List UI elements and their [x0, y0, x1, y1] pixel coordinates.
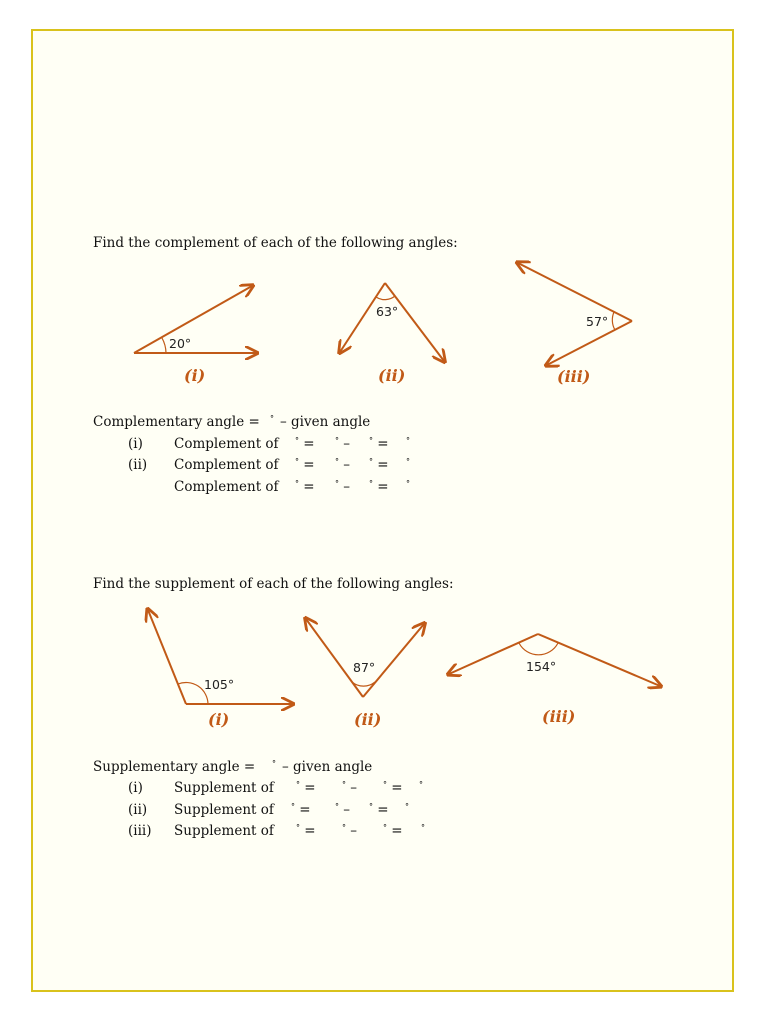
complement-formula-rest: – given angle: [280, 414, 371, 430]
ray: [134, 286, 252, 353]
angle-arc: [612, 312, 615, 330]
ray: [385, 283, 444, 361]
complement-row-1-text: Complement of: [174, 436, 279, 452]
figure-numeral: (i): [208, 710, 230, 729]
complement-row-1-num: (i): [128, 436, 143, 452]
angle-label: 105°: [204, 677, 235, 692]
complement-row-1-minus: ° –: [335, 436, 351, 452]
complement-row-1-eq2: ° =: [369, 436, 389, 452]
complement-formula-degree: °: [270, 414, 274, 423]
supplement-row-2-eq2: ° =: [369, 802, 389, 818]
figure-numeral: (iii): [557, 367, 591, 386]
figure-numeral: (ii): [354, 710, 382, 729]
supplement-row-3-eq2: ° =: [383, 823, 403, 839]
supplement-row-1-deg: °: [419, 780, 423, 789]
angle-label: 63°: [376, 304, 399, 319]
supplement-formula-rest: – given angle: [282, 759, 373, 775]
supplement-row-2-num: (ii): [128, 802, 148, 818]
complement-row-2-deg: °: [406, 457, 410, 466]
complement-row-2-num: (ii): [128, 457, 148, 473]
ray: [538, 634, 660, 686]
complement-row-3-eq: ° =: [295, 479, 315, 495]
complement-row-2-minus: ° –: [335, 457, 351, 473]
figure-numeral: (i): [184, 366, 206, 385]
angle-arc: [162, 338, 166, 353]
complement-figure-2: [340, 283, 444, 385]
complement-row-1-eq: ° =: [295, 436, 315, 452]
angle-arc: [519, 643, 558, 655]
supplement-figure-2: [306, 619, 424, 729]
complement-formula-label: Complementary angle =: [93, 414, 260, 430]
ray: [449, 634, 538, 674]
complement-row-2-eq2: ° =: [369, 457, 389, 473]
angle-label: 154°: [526, 659, 557, 674]
supplement-row-2-minus: ° –: [335, 802, 351, 818]
complement-figure-3: [518, 263, 632, 386]
supplement-row-2-eq: ° =: [291, 802, 311, 818]
angle-label: 20°: [169, 336, 192, 351]
complement-row-2-text: Complement of: [174, 457, 279, 473]
supplement-figure-1: [148, 610, 292, 729]
ray: [518, 263, 632, 321]
supplement-row-3-minus: ° –: [342, 823, 358, 839]
complement-figure-1: [134, 286, 256, 385]
supplement-row-1-eq: ° =: [296, 780, 316, 796]
complement-heading: Find the complement of each of the following angles:: [93, 235, 458, 251]
supplement-row-1-minus: ° –: [342, 780, 358, 796]
supplement-row-2-deg: °: [405, 802, 409, 811]
supplement-row-1-eq2: ° =: [383, 780, 403, 796]
complement-row-1-deg: °: [406, 436, 410, 445]
complement-row-3-minus: ° –: [335, 479, 351, 495]
figure-numeral: (iii): [542, 707, 576, 726]
supplement-formula-degree: °: [272, 759, 276, 768]
angle-label: 87°: [353, 660, 376, 675]
supplement-formula-label: Supplementary angle =: [93, 759, 256, 775]
supplement-row-1-text: Supplement of: [174, 780, 274, 796]
supplement-row-3-eq: ° =: [296, 823, 316, 839]
complement-row-3-deg: °: [406, 479, 410, 488]
supplement-heading: Find the supplement of each of the following angles:: [93, 576, 454, 592]
complement-row-3-text: Complement of: [174, 479, 279, 495]
supplement-row-1-num: (i): [128, 780, 143, 796]
supplement-row-3-text: Supplement of: [174, 823, 274, 839]
complement-row-3-eq2: ° =: [369, 479, 389, 495]
ray: [306, 619, 363, 697]
supplement-row-3-num: (iii): [128, 823, 152, 839]
complement-row-2-eq: ° =: [295, 457, 315, 473]
angle-arc: [376, 296, 395, 300]
angle-label: 57°: [586, 314, 609, 329]
supplement-figure-3: [449, 634, 660, 726]
ray: [148, 610, 186, 704]
supplement-row-3-deg: °: [421, 823, 425, 832]
figure-numeral: (ii): [378, 366, 406, 385]
supplement-row-2-text: Supplement of: [174, 802, 274, 818]
